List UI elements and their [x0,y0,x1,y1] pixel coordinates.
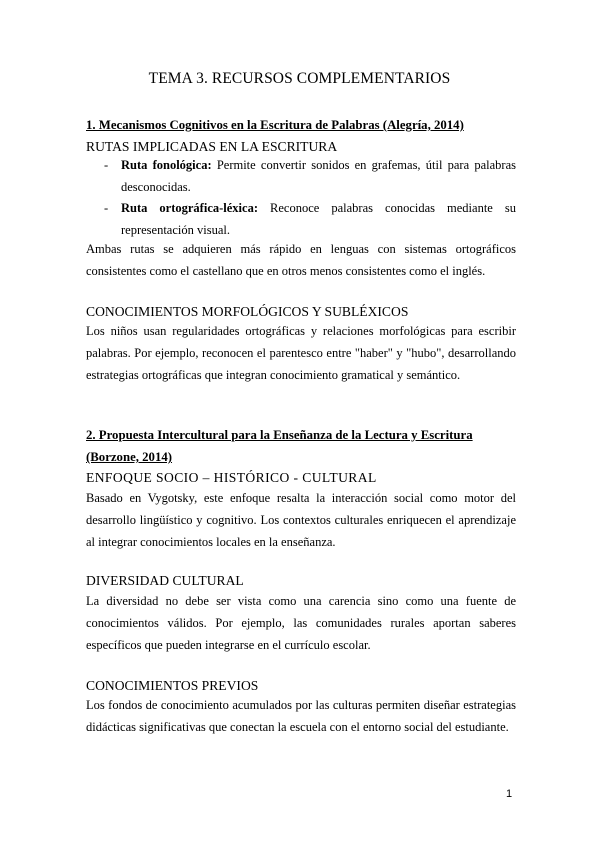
section-heading-cognitive-mechanisms: 1. Mecanismos Cognitivos en la Escritura de Palabras (Alegría, 2014) [86,118,464,132]
subheading-socio-historical: ENFOQUE SOCIO – HISTÓRICO - CULTURAL [86,470,377,485]
paragraph-prior-knowledge: Los fondos de conocimiento acumulados por las culturas permiten diseñar estrategias didácticas significativas que conectan la escuela con el entorno social del estudiante. [86,698,516,734]
list-item-body [121,154,516,198]
section-heading-intercultural-proposal: 2. Propuesta Intercultural para la Enseñanza de la Lectura y Escritura (Borzone, 2014) [86,428,473,464]
list-item-term: Ruta fonológica: [121,158,212,172]
list-item-text: Permite convertir sonidos en grafemas, útil para palabras desconocidas. [121,158,516,194]
paragraph-routes: Ambas rutas se adquieren más rápido en lenguas con sistemas ortográficos consistentes como el castellano que en otros menos consistentes como el inglés. [86,242,516,278]
list-item-phonological-route [104,154,516,198]
list-item-orthographic-route [104,197,516,241]
subheading-writing-routes: RUTAS IMPLICADAS EN LA ESCRITURA [86,139,338,154]
list-item-body [121,197,516,241]
paragraph-morphological: Los niños usan regularidades ortográficas y relaciones morfológicas para escribir palabras. Por ejemplo, reconocen el parentesco entre "haber" y "hubo", desarrollando estrategias ortográficas que integran conocimiento gramatical y semántico. [86,324,516,382]
bullet-dash: - [104,158,109,172]
subheading-morphological-knowledge: CONOCIMIENTOS MORFOLÓGICOS Y SUBLÉXICOS [86,304,409,319]
bullet-dash: - [104,201,109,215]
paragraph-socio-historical: Basado en Vygotsky, este enfoque resalta la interacción social como motor del desarrollo lingüístico y cognitivo. Los contextos culturales enriquecen el aprendizaje al integrar conocimientos locales en la enseñanza. [86,491,516,549]
subheading-cultural-diversity: DIVERSIDAD CULTURAL [86,573,244,588]
subheading-prior-knowledge: CONOCIMIENTOS PREVIOS [86,678,259,693]
list-item-term: Ruta ortográfica-léxica: [121,201,258,215]
list-item-text: Reconoce palabras conocidas mediante su representación visual. [121,201,517,237]
paragraph-cultural-diversity: La diversidad no debe ser vista como una carencia sino como una fuente de conocimientos válidos. Por ejemplo, las comunidades rurales aportan saberes específicos que pueden integrarse en el currículo escolar. [86,594,516,652]
page-title: TEMA 3. RECURSOS COMPLEMENTARIOS [148,70,451,87]
page-number: 1 [506,788,513,800]
